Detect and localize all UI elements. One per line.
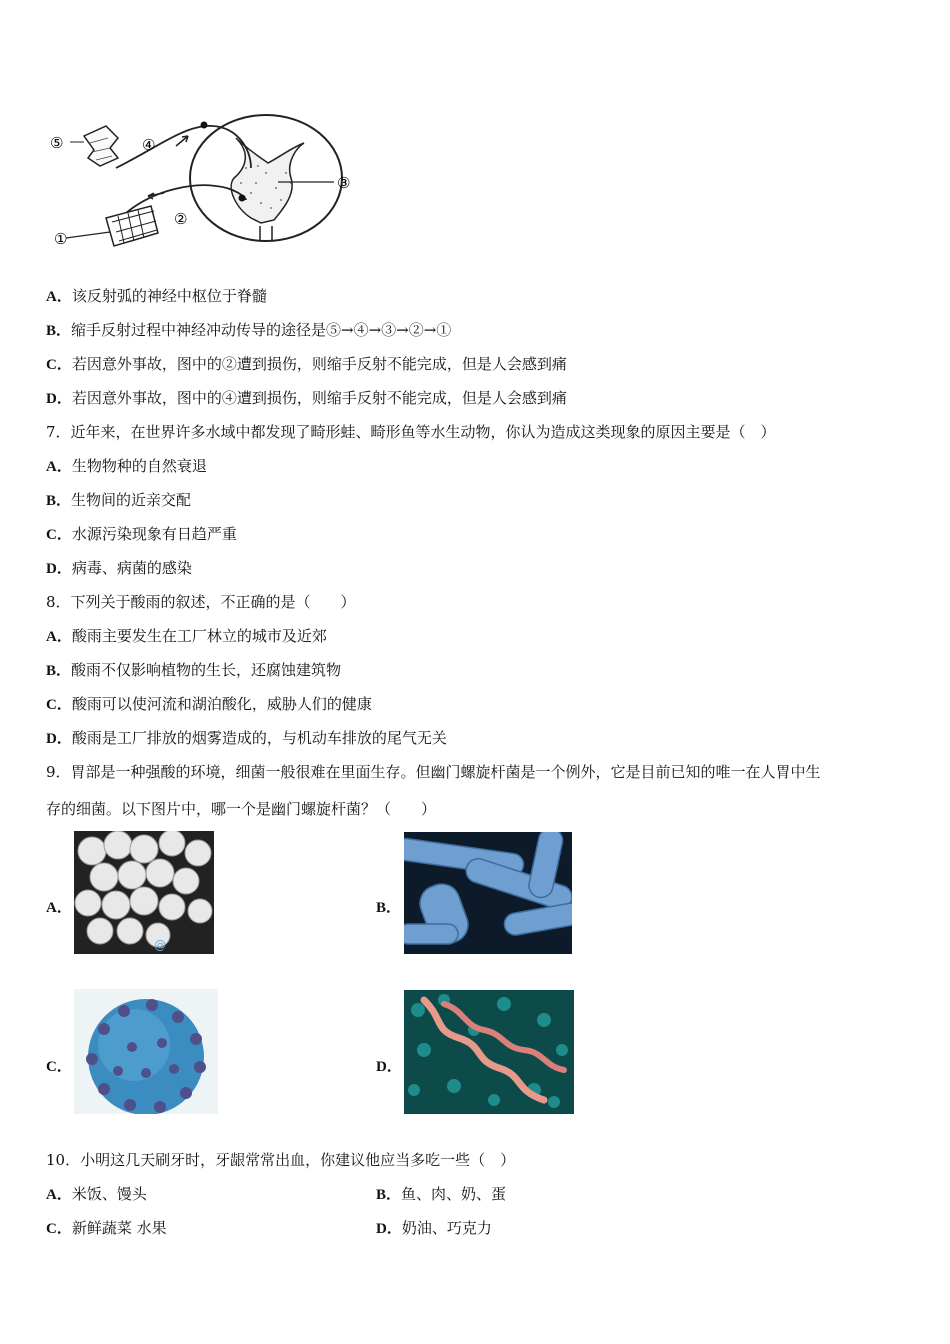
q8-stem: 8．下列关于酸雨的叙述，不正确的是（ ） [46,593,356,611]
q6-option-a: A．该反射弧的神经中枢位于脊髓 [46,287,267,305]
q9-option-d-label: D． [376,1059,402,1075]
q9-option-b-label: B． [376,900,402,916]
q7-option-d: D．病毒、病菌的感染 [46,559,192,577]
q6-option-c: C．若因意外事故，图中的②遭到损伤，则缩手反射不能完成，但是人会感到痛 [46,355,567,373]
q10-option-a: A．米饭、馒头 [46,1185,147,1203]
diagram-label-1: ① [54,230,68,248]
q10-option-c: C．新鲜蔬菜 水果 [46,1219,167,1237]
q10-stem: 10．小明这几天刷牙时，牙龈常常出血，你建议他应当多吃一些（ ） [46,1151,516,1169]
diagram-label-5: ⑤ [50,134,64,152]
q8-option-c: C．酸雨可以使河流和湖泊酸化，威胁人们的健康 [46,695,372,713]
q10-option-d: D．奶油、巧克力 [376,1219,492,1237]
q9-stem-line2: 存的细菌。以下图片中，哪一个是幽门螺旋杆菌？（ ） [46,800,437,818]
q9-option-b-image [404,832,572,954]
q9-option-d-image [404,990,574,1114]
reflex-arc-diagram [46,108,366,258]
q9-option-a-label: A． [46,900,72,916]
q6-option-d: D．若因意外事故，图中的④遭到损伤，则缩手反射不能完成，但是人会感到痛 [46,389,567,407]
diagram-label-3: ③ [337,174,351,192]
q9-option-a-image [74,831,214,954]
diagram-label-4: ④ [142,136,156,154]
q9-option-c-image [74,989,218,1114]
svg-text:@: @ [154,938,166,952]
q10-option-b: B．鱼、肉、奶、蛋 [376,1185,507,1203]
q7-option-b: B．生物间的近亲交配 [46,491,192,509]
q8-option-a: A．酸雨主要发生在工厂林立的城市及近郊 [46,627,327,645]
q8-option-b: B．酸雨不仅影响植物的生长，还腐蚀建筑物 [46,661,342,679]
q7-option-c: C．水源污染现象有日趋严重 [46,525,237,543]
q6-option-b: B．缩手反射过程中神经冲动传导的途径是⑤→④→③→②→① [46,321,452,339]
q7-option-a: A．生物物种的自然衰退 [46,457,207,475]
q8-option-d: D．酸雨是工厂排放的烟雾造成的，与机动车排放的尾气无关 [46,729,447,747]
q7-stem: 7．近年来，在世界许多水域中都发现了畸形蛙、畸形鱼等水生动物，你认为造成这类现象的原因主要是（ ） [46,423,776,441]
q9-option-c-label: C． [46,1059,72,1075]
q9-stem-line1: 9．胃部是一种强酸的环境，细菌一般很难在里面生存。但幽门螺旋杆菌是一个例外，它是目前已知的唯一在人胃中生 [46,763,821,781]
diagram-label-2: ② [174,210,188,228]
